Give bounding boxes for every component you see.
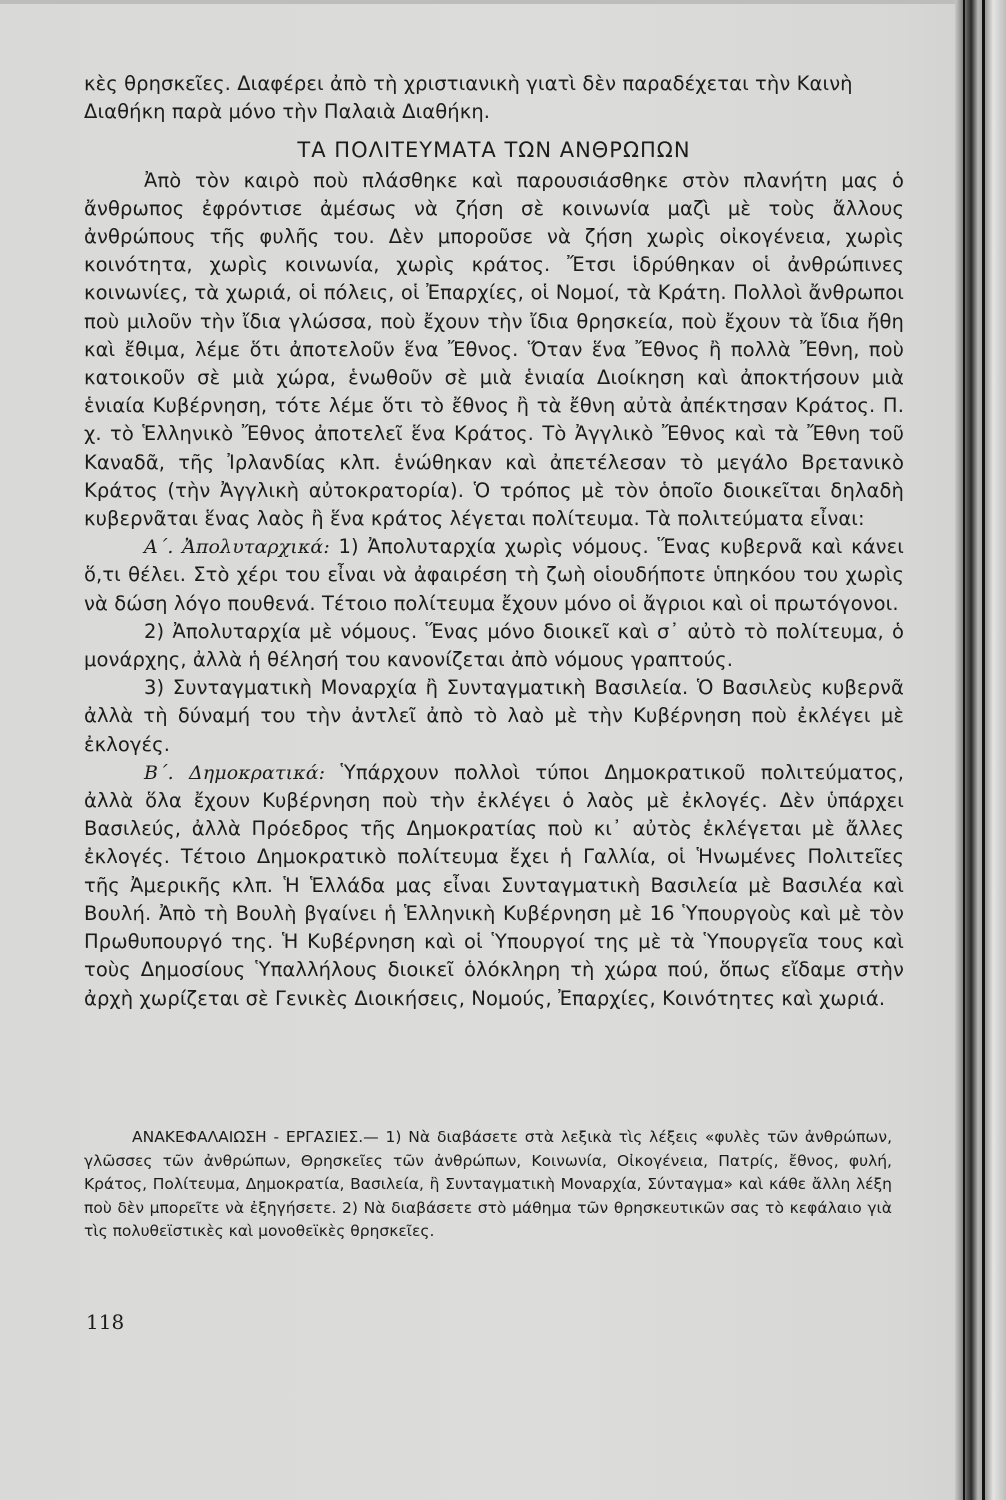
page-top-edge [0, 0, 955, 4]
paragraph-constitutional-monarchy: 3) Συνταγματικὴ Μοναρχία ἢ Συνταγματικὴ Βασιλεία. Ὁ Βασιλεὺς κυβερνᾶ ἀλλὰ τὴ δύναμή του τὴν ἀντλεῖ ἀπὸ τὸ λαὸ μὲ τὴν Κυβέρνηση ποὺ ἐκλέγει μὲ ἐκλογές. [84, 676, 904, 756]
summary-exercises: ΑΝΑΚΕΦΑΛΑΙΩΣΗ - ΕΡΓΑΣΙΕΣ.— 1) Νὰ διαβάσετε στὰ λεξικὰ τὶς λέξεις «φυλὲς τῶν ἀνθρώπων, γλῶσσες τῶν ἀνθρώπων, Θρησκεῖες τῶν ἀνθρώπων, Κοινωνία, Οἰκογένεια, Πατρίς, ἔθνος, φυλή, Κράτος, Πολίτευμα, Δημοκρατία, Βασιλεία, ἢ Συνταγματικὴ Μοναρχία, Σύνταγμα» καὶ κάθε ἄλλη λέξη ποὺ δὲν μπορεῖτε νὰ ἐξηγήσετε. 2) Νὰ διαβάσετε στὸ μάθημα τῶν θρησκευτικῶν σας τὸ κεφάλαιο γιὰ τὶς πολυθεϊστικὲς καὶ μονοθεϊκὲς θρησκεῖες. [84, 1128, 892, 1240]
democratic-label: Β΄. Δημοκρατικά: [144, 761, 326, 784]
spine-line [982, 0, 985, 1500]
spine-line [963, 0, 965, 1500]
page-number: 118 [86, 1310, 125, 1334]
paragraph-absolutism-with-laws: 2) Ἀπολυταρχία μὲ νόμους. Ἕνας μόνο διοικεῖ καὶ σ᾽ αὐτὸ τὸ πολίτευμα, ὁ μονάρχης, ἀλλὰ ἡ θέλησή του κανονίζεται ἀπὸ νόμους γραπτούς. [84, 619, 904, 672]
section-heading: ΤΑ ΠΟΛΙΤΕΥΜΑΤΑ ΤΩΝ ΑΝΘΡΩΠΩΝ [297, 138, 691, 163]
page-body [84, 70, 904, 1013]
continuation-paragraph [84, 70, 904, 126]
absolutist-label: Α΄. Ἀπολυταρχικά: [144, 536, 330, 559]
paragraph-absolutist [84, 533, 904, 618]
paragraph-democratic [84, 759, 904, 1013]
democratic-text: Ὑπάρχουν πολλοὶ τύποι Δημοκρατικοῦ πολιτεύματος, ἀλλὰ ὅλα ἔχουν Κυβέρνηση ποὺ τὴν ἐκλέγει ὁ λαὸς μὲ ἐκλογές. Δὲν ὑπάρχει Βασιλεύς, ἀλλὰ Πρόεδρος τῆς Δημοκρατίας ποὺ κι᾽ αὐτὸς ἐκλέγεται μὲ ἄλλες ἐκλογές. Τέτοιο Δημοκρατικὸ πολίτευμα ἔχει ἡ Γαλλία, οἱ Ἡνωμένες Πολιτεῖες τῆς Ἀμερικῆς κλπ. Ἡ Ἑλλάδα μας εἶναι Συνταγματικὴ Βασιλεία μὲ Βασιλέα καὶ Βουλή. Ἀπὸ τὴ Βουλὴ βγαίνει ἡ Ἑλληνικὴ Κυβέρνηση μὲ 16 Ὑπουργοὺς καὶ μὲ τὸν Πρωθυπουργό της. Ἡ Κυβέρνηση καὶ οἱ Ὑπουργοί της μὲ τὰ Ὑπουργεῖα τους καὶ τοὺς Δημοσίους Ὑπαλλήλους διοικεῖ ὁλόκληρη τὴ χώρα πού, ὅπως εἴδαμε στὴν ἀρχὴ χωρίζεται σὲ Γενικὲς Διοικήσεις, Νομούς, Ἐπαρχίες, Κοινότητες καὶ χωριά. [84, 760, 904, 1010]
paragraph-intro: Ἀπὸ τὸν καιρὸ ποὺ πλάσθηκε καὶ παρουσιάσθηκε στὸν πλανήτη μας ὁ ἄνθρωπος ἐφρόντισε ἀμέσως νὰ ζήση σὲ κοινωνία μαζὶ μὲ τοὺς ἄλλους ἀνθρώπους τῆς φυλῆς του. Δὲν μποροῦσε νὰ ζήση χωρὶς οἰκογένεια, χωρὶς κοινότητα, χωρὶς κοινωνία, χωρὶς κράτος. Ἔτσι ἱδρύθηκαν οἱ ἀνθρώπινες κοινωνίες, τὰ χωριά, οἱ πόλεις, οἱ Ἐπαρχίες, οἱ Νομοί, τὰ Κράτη. Πολλοὶ ἄνθρωποι ποὺ μιλοῦν τὴν ἴδια γλώσσα, ποὺ ἔχουν τὴν ἴδια θρησκεία, ποὺ ἔχουν τὰ ἴδια ἤθη καὶ ἔθιμα, λέμε ὅτι ἀποτελοῦν ἕνα Ἔθνος. Ὅταν ἕνα Ἔθνος ἢ πολλὰ Ἔθνη, ποὺ κατοικοῦν σὲ μιὰ χώρα, ἑνωθοῦν σὲ μιὰ ἑνιαία Διοίκηση καὶ ἀποκτήσουν μιὰ ἑνιαία Κυβέρνηση, τότε λέμε ὅτι τὸ ἔθνος ἢ τὰ ἔθνη αὐτὰ ἀπέκτησαν Κράτος. Π. χ. τὸ Ἑλληνικὸ Ἔθνος ἀποτελεῖ ἕνα Κράτος. Τὸ Ἀγγλικὸ Ἔθνος καὶ τὰ Ἔθνη τοῦ Καναδᾶ, τῆς Ἰρλανδίας κλπ. ἑνώθηκαν καὶ ἀπετέλεσαν τὸ μεγάλο Βρετανικὸ Κράτος (τὴν Ἀγγλικὴ αὐτοκρατορία). Ὁ τρόπος μὲ τὸν ὁποῖο διοικεῖται δηλαδὴ κυβερνᾶται ἕνας λαὸς ἢ ἕνα κράτος λέγεται πολίτευμα. Τὰ πολιτεύματα εἶναι: [84, 168, 904, 531]
book-spine-shadow [955, 0, 1006, 1500]
continuation-line-2: Διαθήκη παρὰ μόνο τὴν Παλαιὰ Διαθήκη. [84, 100, 491, 124]
continuation-line-1: κὲς θρησκεῖες. Διαφέρει ἀπὸ τὴ χριστιανικὴ γιατὶ δὲν παραδέχεται τὴν Καινὴ [84, 72, 853, 95]
absolutist-text: 1) Ἀπολυταρχία χωρὶς νόμους. Ἕνας κυβερνᾶ καὶ κάνει ὅ,τι θέλει. Στὸ χέρι του εἶναι νὰ ἀφαιρέση τὴ ζωὴ οἱουδήποτε ὑπηκόου του χωρὶς νὰ δώση λόγο πουθενά. Τέτοιο πολίτευμα ἔχουν μόνο οἱ ἄγριοι καὶ οἱ πρωτόγονοι. [84, 535, 905, 615]
